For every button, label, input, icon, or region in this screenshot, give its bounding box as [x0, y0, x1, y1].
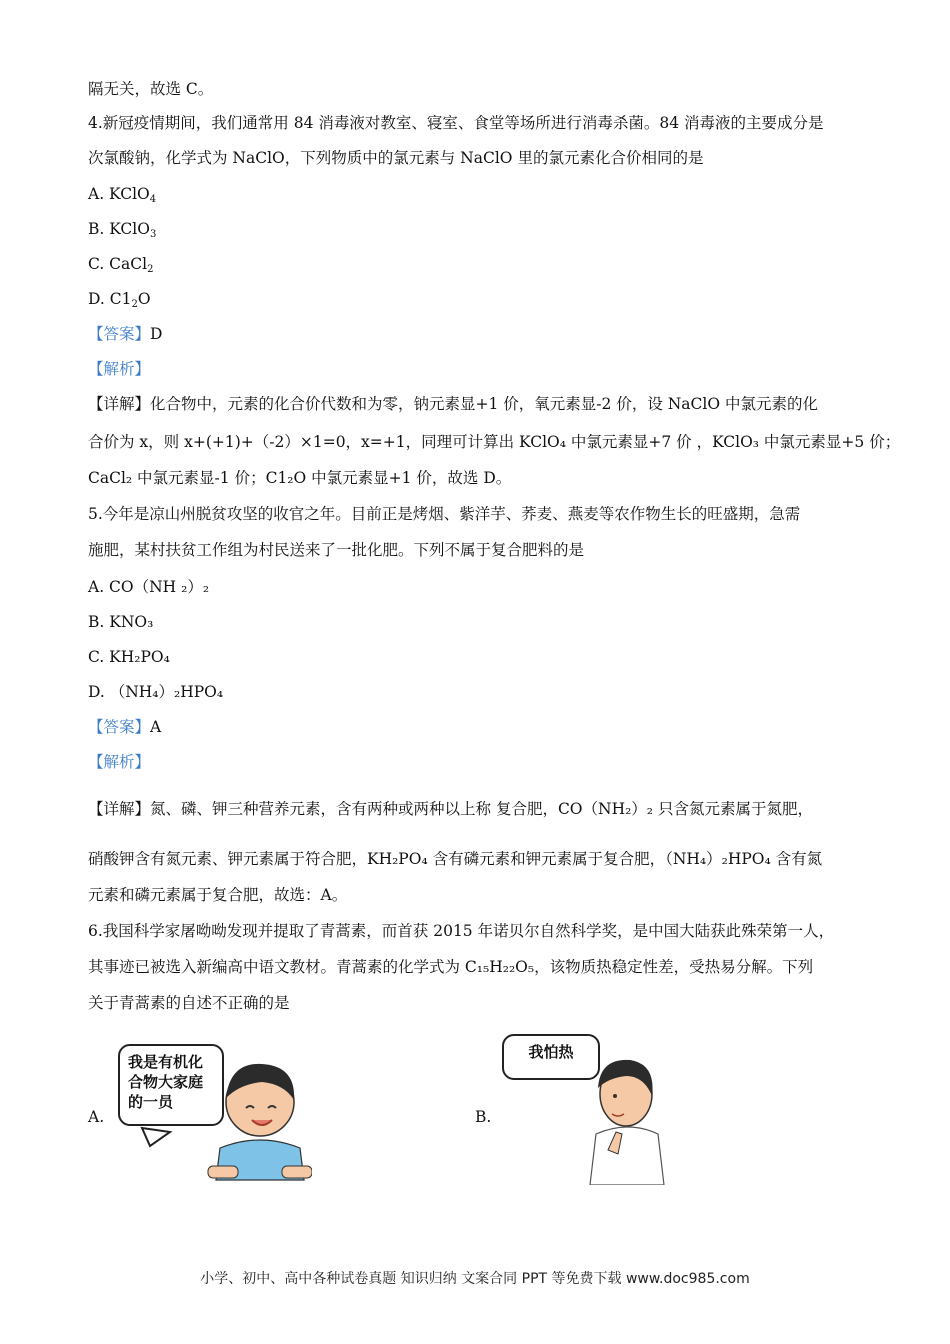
question-5-stem-cont: 施肥，某村扶贫工作组为村民送来了一批化肥。下列不属于复合肥料的是 — [88, 541, 585, 559]
option-d-post: O — [137, 290, 151, 308]
answer-value: A — [150, 718, 162, 736]
answer-line — [88, 323, 162, 345]
detail-text: CaCl₂ 中氯元素显-1 价；C1₂O 中氯元素显+1 价，故选 D。 — [88, 469, 512, 487]
analysis-label-line — [88, 358, 150, 380]
detail-text: 硝酸钾含有氮元素、钾元素属于符合肥，KH₂PO₄ 含有磷元素和钾元素属于复合肥，（NH₄）₂HPO₄ 含有氮 — [88, 850, 823, 868]
question-5-stem: 5.今年是凉山州脱贫攻坚的收官之年。目前正是烤烟、紫洋芋、荞麦、燕麦等农作物生长的旺盛期，急需 — [88, 505, 801, 523]
option-d: D. （NH₄）₂HPO₄ — [88, 683, 224, 701]
detail-line — [88, 393, 818, 415]
option-d-text: D. C1 — [88, 290, 132, 308]
option-a — [88, 183, 156, 211]
analysis-label: 【解析】 — [88, 753, 151, 771]
option-d-sub: 2 — [131, 299, 138, 310]
bubble-text: 我是有机化 — [128, 1053, 204, 1071]
option-b-sub: 3 — [149, 229, 157, 240]
answer-label: 【答案】 — [88, 718, 151, 736]
detail-text: 元素和磷元素属于复合肥，故选：A。 — [88, 886, 348, 904]
option-a-label: A. — [88, 1108, 105, 1126]
speech-bubble — [502, 1034, 600, 1080]
question-6-stem-cont: 关于青蒿素的自述不正确的是 — [88, 994, 290, 1012]
option-c — [88, 253, 153, 281]
question-4-stem: 4.新冠疫情期间，我们通常用 84 消毒液对教室、寝室、食堂等场所进行消毒杀菌。84 消毒液的主要成分是 — [88, 114, 824, 132]
boy-smiling-illustration — [112, 1040, 312, 1185]
detail-text: 氮、磷、钾三种营养元素，含有两种或两种以上称 复合肥，CO（NH₂）₂ 只含氮元素属于氮肥， — [150, 800, 813, 818]
option-b: B. KNO₃ — [88, 613, 154, 631]
detail-text: 合价为 x，则 x+(+1)+（-2）×1=0，x=+1，同理可计算出 KClO₄ 中氯元素显+7 价 ，KClO₃ 中氯元素显+5 价； — [88, 433, 901, 451]
option-c-text: C. CaCl — [88, 255, 148, 273]
analysis-label: 【解析】 — [88, 360, 151, 378]
speech-bubble — [118, 1044, 224, 1126]
bubble-text: 的一员 — [128, 1093, 174, 1111]
option-a: A. CO（NH ₂）₂ — [88, 578, 210, 596]
detail-label: 【详解】 — [88, 800, 151, 818]
option-b-text: B. KClO — [88, 220, 150, 238]
analysis-label-line — [88, 751, 150, 773]
answer-line — [88, 716, 161, 738]
boy-thinking-illustration — [498, 1030, 678, 1185]
question-6-stem-cont: 其事迹已被选入新编高中语文教材。青蒿素的化学式为 C₁₅H₂₂O₅，该物质热稳定性差，受热易分解。下列 — [88, 958, 814, 976]
option-d — [88, 288, 151, 316]
option-b — [88, 218, 156, 246]
detail-line — [88, 798, 813, 820]
detail-text: 化合物中，元素的化合价代数和为零，钠元素显+1 价，氧元素显-2 价，设 NaClO 中氯元素的化 — [150, 395, 819, 413]
question-6-stem: 6.我国科学家屠呦呦发现并提取了青蒿素，而首获 2015 年诺贝尔自然科学奖，是中国大陆获此殊荣第一人， — [88, 922, 835, 940]
option-c-sub: 2 — [147, 264, 154, 275]
bubble-text: 合物大家庭 — [128, 1073, 204, 1091]
answer-value: D — [150, 325, 163, 343]
option-a-text: A. KClO — [88, 185, 150, 203]
page-footer: 小学、初中、高中各种试卷真题 知识归纳 文案合同 PPT 等免费下载 www.doc985.com — [200, 1271, 750, 1287]
option-a-sub: 4 — [149, 194, 157, 205]
text-line: 隔无关，故选 C。 — [88, 80, 214, 98]
detail-label: 【详解】 — [88, 395, 151, 413]
answer-label: 【答案】 — [88, 325, 151, 343]
question-4-stem-cont: 次氯酸钠，化学式为 NaClO，下列物质中的氯元素与 NaClO 里的氯元素化合价相同的是 — [88, 149, 704, 167]
option-c: C. KH₂PO₄ — [88, 648, 170, 666]
option-b-label: B. — [475, 1108, 492, 1126]
bubble-text: 我怕热 — [528, 1043, 574, 1061]
